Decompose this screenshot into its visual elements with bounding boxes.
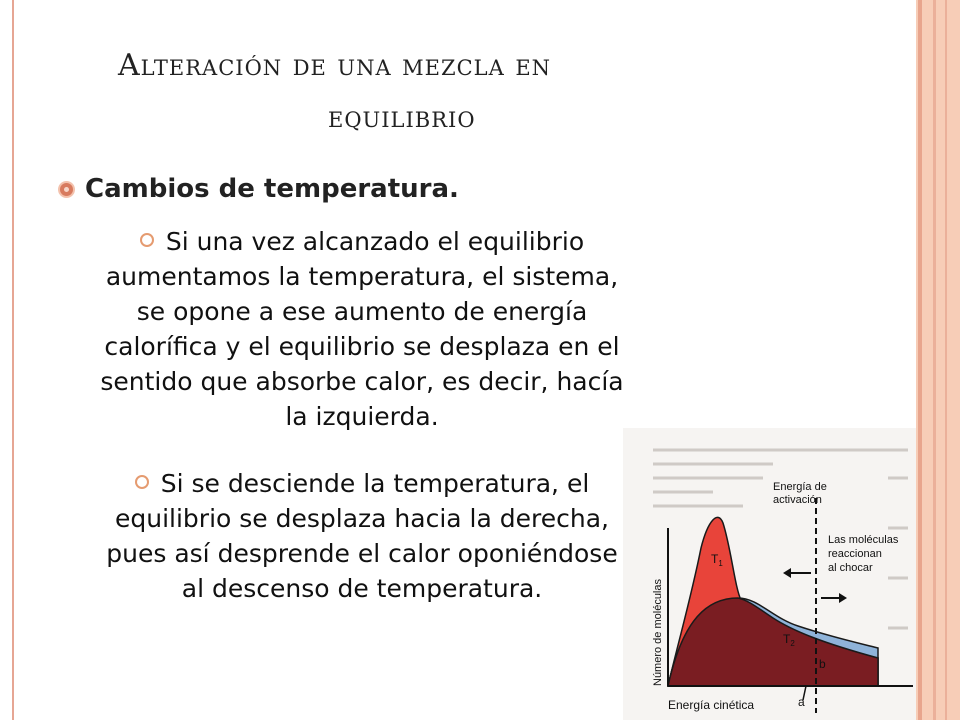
energy-distribution-figure (623, 428, 916, 720)
energy-distribution-diagram (623, 428, 916, 720)
react-label-2: reaccionan (828, 548, 882, 560)
y-axis-label: Número de moléculas (652, 579, 664, 686)
paragraph-2-text: Si se desciende la temperatura, el equilibrio se desplaza hacia la derecha, pues así desprende el calor oponiéndose al descenso de temperatura. (106, 469, 618, 603)
title-line-2: equilibrio (328, 100, 476, 135)
left-rule (12, 0, 14, 720)
slide-title (118, 40, 838, 144)
mark-b: b (819, 657, 826, 671)
sub-bullet-icon (140, 233, 154, 247)
left-arrow-icon (783, 568, 791, 578)
bullet-circle-icon (58, 181, 75, 198)
react-label-1: Las moléculas (828, 534, 899, 546)
sub-bullet-icon (135, 475, 149, 489)
paragraph-1 (92, 224, 632, 434)
mark-a: a (798, 695, 805, 709)
paragraph-2 (92, 466, 632, 606)
right-border-stripe (918, 0, 922, 720)
t1-subscript: 1 (718, 559, 723, 568)
right-border-stripe (945, 0, 947, 720)
t1-letter: T (711, 552, 719, 566)
main-bullet-text: Cambios de temperatura. (85, 174, 459, 204)
react-label-3: al chocar (828, 562, 873, 574)
right-arrow-icon (839, 593, 847, 603)
t2-letter: T (783, 632, 791, 646)
main-bullet (58, 174, 459, 204)
right-border (916, 0, 960, 720)
paragraph-1-text: Si una vez alcanzado el equilibrio aumentamos la temperatura, el sistema, se opone a ese aumento de energía calorífica y el equilibrio se desplaza en el sentido que absorbe calor, es decir, hacía la izquierda. (100, 227, 624, 431)
activation-label-1: Energía de (773, 481, 827, 493)
activation-label-2: activación (773, 494, 822, 506)
title-line-1: Alteración de una mezcla en (118, 48, 552, 83)
right-border-stripe (933, 0, 936, 720)
t2-subscript: 2 (790, 639, 795, 648)
x-axis-label: Energía cinética (668, 698, 755, 712)
